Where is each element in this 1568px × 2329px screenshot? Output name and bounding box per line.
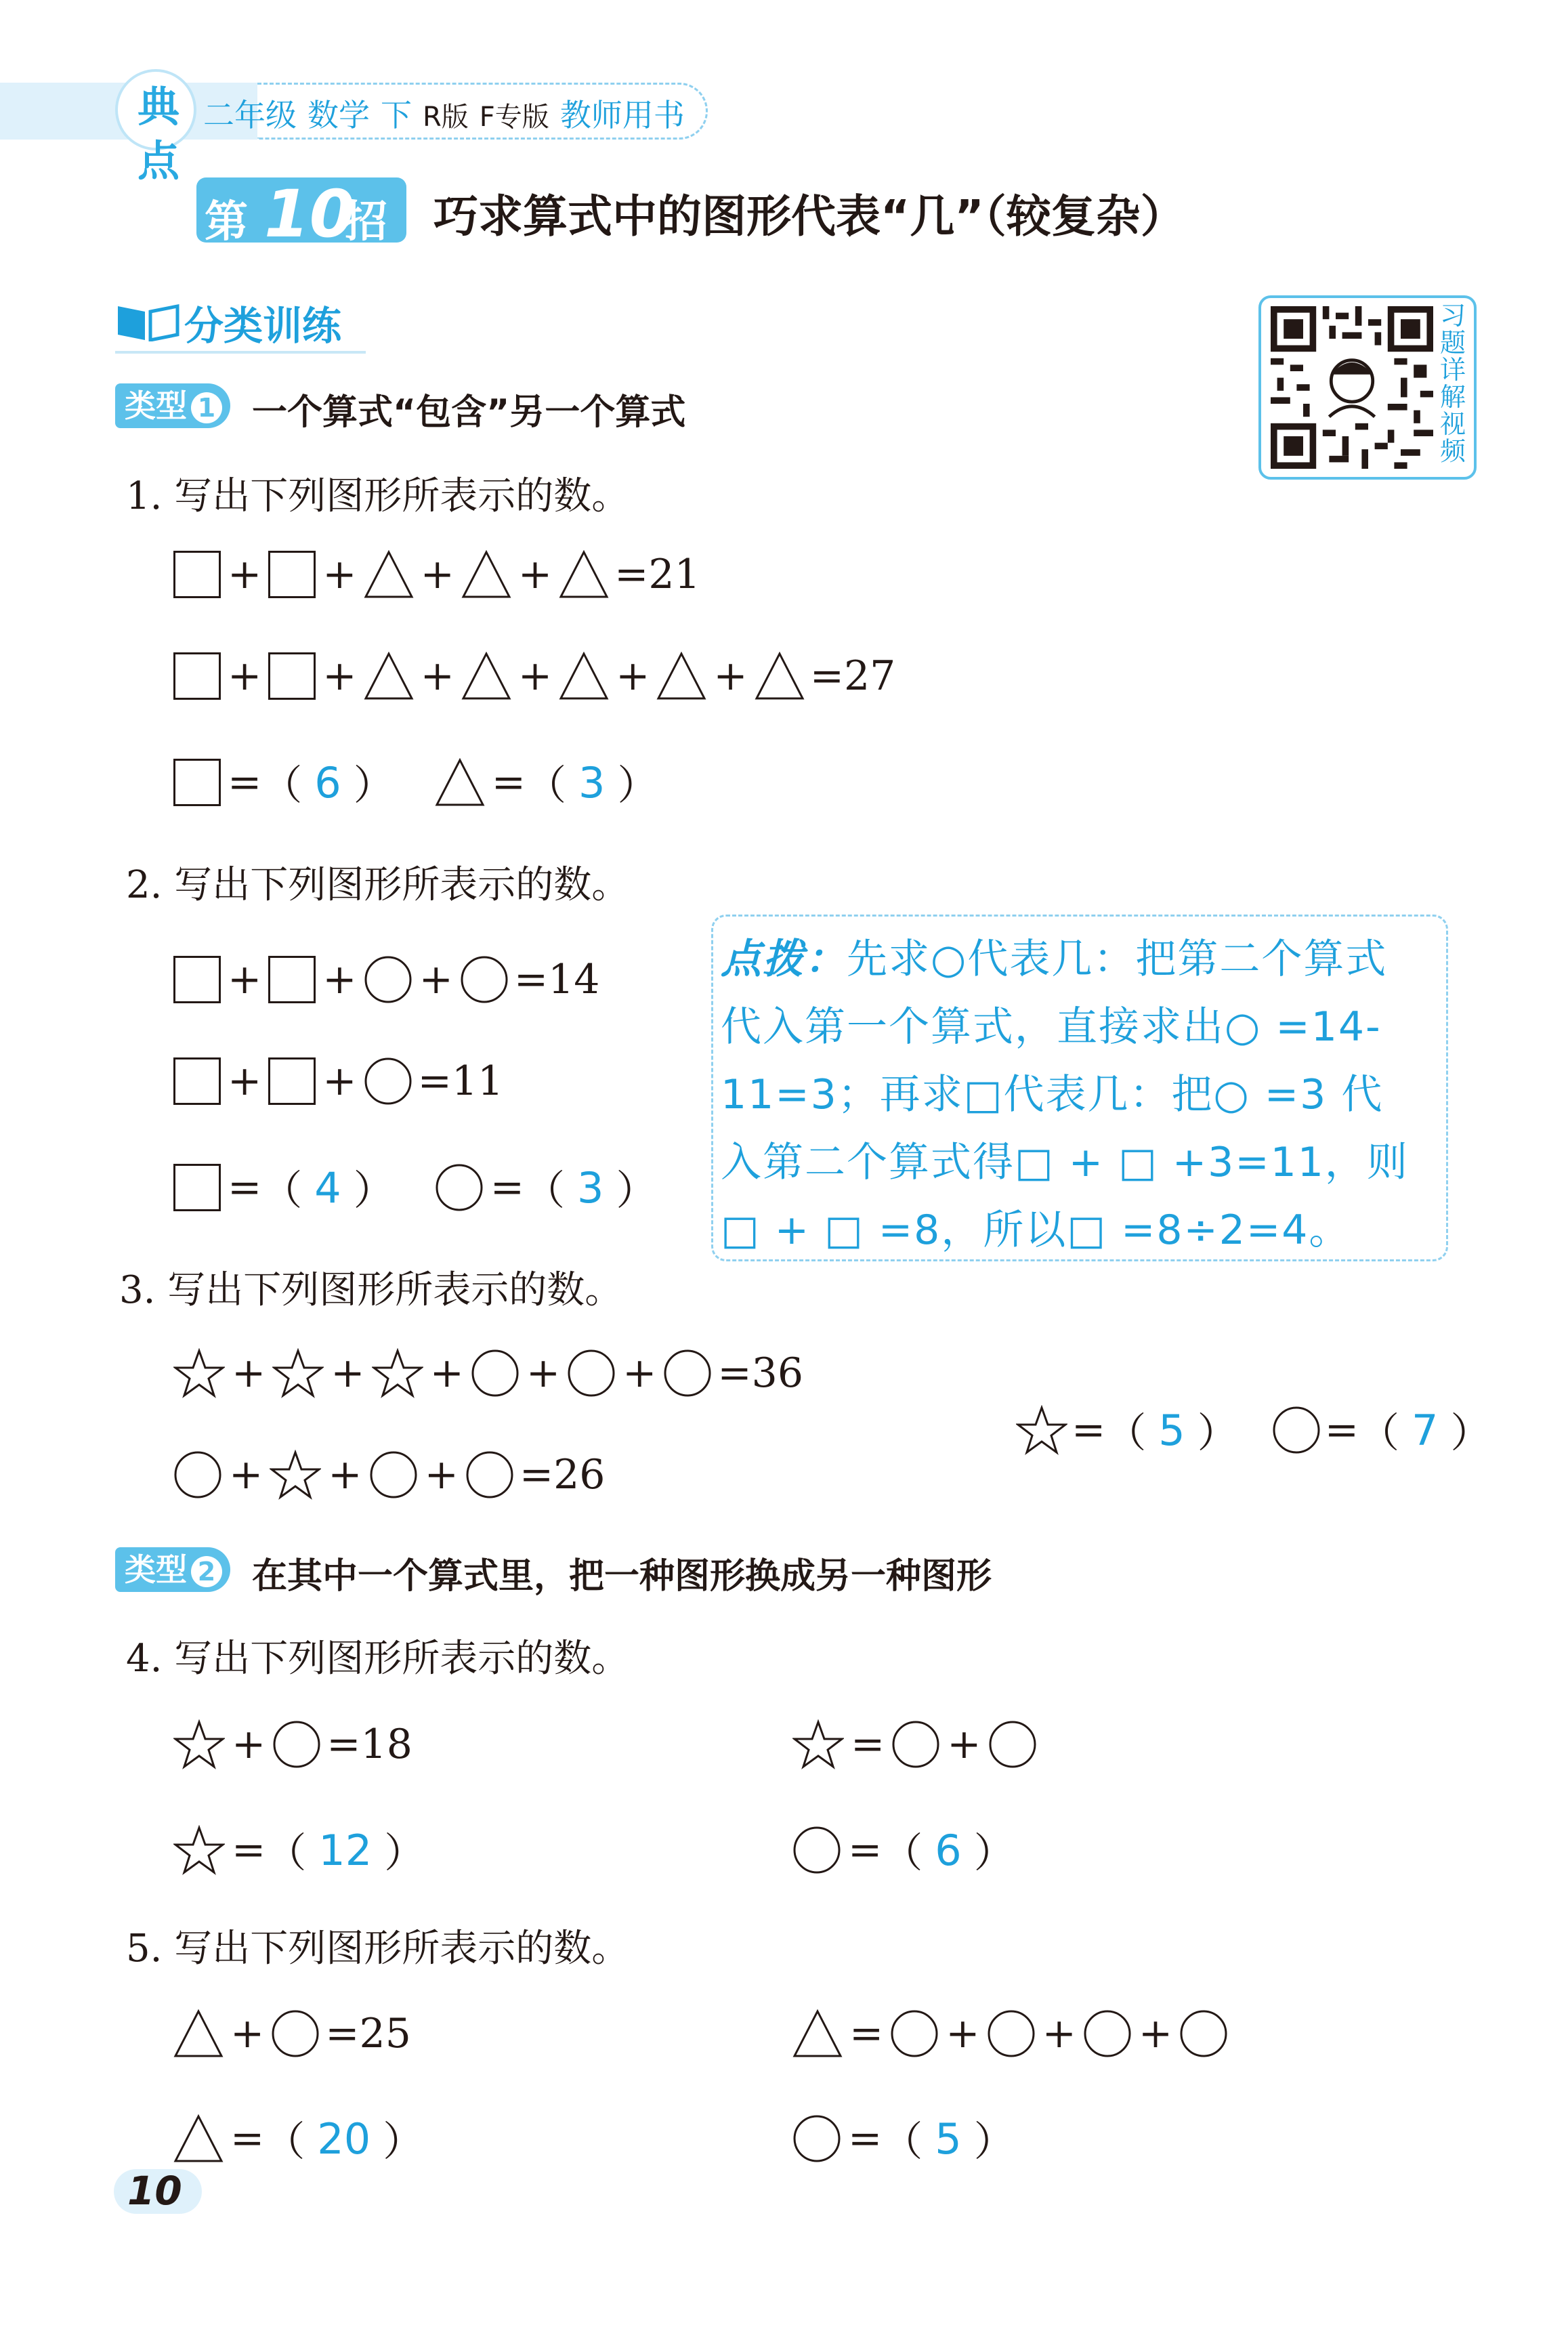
circle-icon <box>435 1163 484 1212</box>
problem-1-equation-1 <box>173 550 700 599</box>
circle-icon <box>271 2009 320 2058</box>
circle-icon <box>369 1450 418 1499</box>
plus-sign: + <box>429 1349 464 1397</box>
equation-result: =26 <box>519 1451 606 1498</box>
plus-sign: + <box>517 551 553 598</box>
open-paren: （ <box>261 1167 303 1215</box>
close-paren: ） <box>384 1830 425 1877</box>
problem-3-answers <box>1016 1401 1491 1459</box>
type-badge-label: 类型 <box>125 387 187 424</box>
header-subject: 数学 <box>308 97 370 133</box>
star-icon <box>173 1348 225 1398</box>
problem-1-equation-2 <box>173 652 895 700</box>
triangle-icon <box>435 758 485 807</box>
chapter-prefix: 第 <box>205 197 248 247</box>
equals-sign: = <box>490 1164 525 1211</box>
circle-icon <box>891 1720 940 1769</box>
equation-result: =21 <box>614 551 700 598</box>
square-icon <box>268 652 316 700</box>
open-paren: （ <box>266 1830 307 1877</box>
close-paren: ） <box>973 1830 1015 1877</box>
plus-sign: + <box>230 2010 265 2057</box>
circle-icon <box>792 2114 841 2163</box>
chapter-title: 巧求算式中的图形代表“几”（较复杂） <box>433 190 1185 243</box>
plus-sign: + <box>517 652 553 700</box>
square-icon <box>173 1057 221 1105</box>
answer-circle[interactable]: 6 <box>935 1825 962 1875</box>
plus-sign: + <box>947 1721 981 1768</box>
square-icon <box>173 1164 221 1211</box>
star-icon <box>372 1348 423 1398</box>
open-paren: （ <box>524 1167 566 1215</box>
triangle-icon <box>173 2009 224 2058</box>
plus-sign: + <box>946 2010 980 2057</box>
plus-sign: + <box>322 652 357 700</box>
equation-result: =25 <box>325 2010 411 2057</box>
equals-sign: = <box>1072 1406 1106 1454</box>
answer-star[interactable]: 12 <box>318 1825 373 1875</box>
equals-sign: = <box>232 1826 266 1874</box>
problem-4-question: 4. 写出下列图形所表示的数。 <box>126 1637 630 1681</box>
problem-1-question: 1. 写出下列图形所表示的数。 <box>126 474 630 518</box>
equals-sign: = <box>491 759 526 806</box>
logo: 典点 <box>137 82 175 186</box>
circle-icon <box>173 1450 222 1499</box>
type-badge-number: 1 <box>191 392 222 423</box>
hint-line-4: 入第二个算式得□ + □ +3=11，则 <box>721 1139 1409 1186</box>
problem-2-equation-1 <box>173 955 599 1004</box>
plus-sign: + <box>331 1349 365 1397</box>
chapter-suffix: 招 <box>344 197 387 247</box>
hint-line-1: 点拨：先求○代表几：把第二个算式 <box>721 936 1388 983</box>
circle-icon <box>364 1057 412 1106</box>
open-paren: （ <box>882 1830 923 1877</box>
answer-square[interactable]: 6 <box>314 757 341 807</box>
book-icon <box>115 302 180 341</box>
open-paren: （ <box>1359 1410 1400 1457</box>
plus-sign: + <box>228 1057 262 1105</box>
type-badge-number: 2 <box>191 1556 222 1587</box>
triangle-icon <box>461 550 511 599</box>
problem-3-question: 3. 写出下列图形所表示的数。 <box>119 1268 623 1312</box>
circle-icon <box>364 955 412 1004</box>
problem-2-equation-2 <box>173 1057 503 1106</box>
plus-sign: + <box>228 956 262 1003</box>
header-term: 下 <box>381 97 412 133</box>
problem-4-equation-2 <box>792 1719 1037 1769</box>
header-info <box>203 91 696 135</box>
problem-5-answer-triangle <box>173 2110 423 2168</box>
type-title-2: 在其中一个算式里，把一种图形换成另一种图形 <box>252 1556 992 1597</box>
plus-sign: + <box>228 551 262 598</box>
problem-3-equation-1 <box>173 1348 803 1398</box>
header-book: 教师用书 <box>559 97 685 133</box>
plus-sign: + <box>322 551 357 598</box>
answer-square[interactable]: 4 <box>314 1162 341 1213</box>
circle-icon <box>1179 2009 1228 2058</box>
hint-line-5: □ + □ =8，所以□ =8÷2=4。 <box>721 1207 1351 1254</box>
plus-sign: + <box>1138 2010 1173 2057</box>
equals-sign: = <box>848 2115 883 2162</box>
header-edition: R版 <box>423 102 469 133</box>
problem-5-answer-circle <box>792 2110 1015 2168</box>
answer-circle[interactable]: 5 <box>935 2114 962 2164</box>
answer-triangle[interactable]: 3 <box>578 757 606 807</box>
circle-icon <box>988 1720 1037 1769</box>
square-icon <box>173 652 221 700</box>
close-paren: ） <box>973 2118 1015 2166</box>
circle-icon <box>471 1349 520 1398</box>
problem-4-equation-1 <box>173 1719 412 1769</box>
page-number: 10 <box>127 2168 182 2214</box>
plus-sign: + <box>526 1349 561 1397</box>
equals-sign: = <box>228 1164 262 1211</box>
circle-icon <box>465 1450 514 1499</box>
equals-sign: = <box>228 759 262 806</box>
equation-result: =27 <box>809 652 896 700</box>
close-paren: ） <box>383 2118 424 2166</box>
equation-result: =36 <box>717 1349 804 1397</box>
close-paren: ） <box>1450 1410 1491 1457</box>
square-icon <box>268 551 316 598</box>
plus-sign: + <box>420 652 454 700</box>
qr-label: 习题详解视频 <box>1439 301 1466 466</box>
plus-sign: + <box>713 652 748 700</box>
close-paren: ） <box>353 762 394 810</box>
circle-icon <box>792 1826 841 1874</box>
plus-sign: + <box>322 956 357 1003</box>
problem-1-answers <box>173 753 658 812</box>
star-icon <box>272 1348 324 1398</box>
equation-result: =11 <box>417 1057 504 1105</box>
plus-sign: + <box>229 1451 263 1498</box>
chapter-number: 10 <box>264 176 355 252</box>
plus-sign: + <box>622 1349 657 1397</box>
plus-sign: + <box>228 652 262 700</box>
problem-5-question: 5. 写出下列图形所表示的数。 <box>126 1927 630 1971</box>
circle-icon <box>663 1349 712 1398</box>
answer-circle[interactable]: 7 <box>1412 1405 1439 1455</box>
equals-sign: = <box>1324 1406 1359 1454</box>
problem-4-answer-circle <box>792 1821 1015 1879</box>
triangle-icon <box>173 2114 224 2163</box>
type-title-1: 一个算式“包含”另一个算式 <box>252 392 686 433</box>
header-grade: 二年级 <box>203 97 297 133</box>
circle-icon <box>1272 1406 1321 1454</box>
circle-icon <box>272 1720 321 1769</box>
square-icon <box>173 551 221 598</box>
star-icon <box>1016 1405 1067 1455</box>
hint-line-3: 11=3；再求□代表几：把○ =3 代 <box>721 1071 1384 1118</box>
answer-star[interactable]: 5 <box>1158 1405 1185 1455</box>
qr-code-icon[interactable] <box>1271 306 1433 469</box>
equals-sign: = <box>848 1826 883 1874</box>
open-paren: （ <box>526 762 567 810</box>
problem-2-answers <box>173 1158 656 1217</box>
open-paren: （ <box>264 2118 305 2166</box>
open-paren: （ <box>1105 1410 1147 1457</box>
section-underline <box>115 351 366 354</box>
triangle-icon <box>559 652 609 700</box>
star-icon <box>270 1450 321 1500</box>
equation-result: =14 <box>513 956 600 1003</box>
circle-icon <box>567 1349 616 1398</box>
open-paren: （ <box>261 762 303 810</box>
circle-icon <box>987 2009 1036 2058</box>
circle-icon <box>890 2009 939 2058</box>
hint-label: 点拨： <box>721 936 847 983</box>
equals-sign: = <box>849 2010 884 2057</box>
triangle-icon <box>364 550 414 599</box>
triangle-icon <box>461 652 511 700</box>
triangle-icon <box>559 550 609 599</box>
problem-5-equation-2 <box>792 2009 1228 2058</box>
close-paren: ） <box>616 1167 657 1215</box>
plus-sign: + <box>232 1349 266 1397</box>
plus-sign: + <box>232 1721 266 1768</box>
triangle-icon <box>656 652 706 700</box>
circle-icon <box>460 955 509 1004</box>
triangle-icon <box>755 652 805 700</box>
square-icon <box>268 956 316 1003</box>
plus-sign: + <box>328 1451 362 1498</box>
type-badge-label: 类型 <box>125 1551 187 1588</box>
plus-sign: + <box>322 1057 357 1105</box>
triangle-icon <box>364 652 414 700</box>
square-icon <box>173 759 221 806</box>
answer-circle[interactable]: 3 <box>577 1162 604 1213</box>
equation-result: =18 <box>326 1721 412 1768</box>
answer-triangle[interactable]: 20 <box>317 2114 371 2164</box>
circle-icon <box>1083 2009 1132 2058</box>
plus-sign: + <box>424 1451 459 1498</box>
header-special: F专版 <box>479 102 549 133</box>
chapter-badge <box>196 176 406 252</box>
hint-line-2: 代入第一个算式，直接求出○ =14- <box>721 1003 1382 1051</box>
problem-2-question: 2. 写出下列图形所表示的数。 <box>126 863 630 907</box>
square-icon <box>268 1057 316 1105</box>
square-icon <box>173 956 221 1003</box>
plus-sign: + <box>419 956 453 1003</box>
type-badge-2 <box>115 1547 230 1592</box>
equals-sign: = <box>851 1721 885 1768</box>
star-icon <box>173 1719 225 1769</box>
star-icon <box>173 1825 225 1875</box>
problem-3-equation-2 <box>173 1450 605 1500</box>
equals-sign: = <box>230 2115 265 2162</box>
section-title: 分类训练 <box>184 303 342 349</box>
close-paren: ） <box>353 1167 394 1215</box>
triangle-icon <box>792 2009 843 2058</box>
star-icon <box>792 1719 844 1769</box>
type-badge-1 <box>115 383 230 428</box>
hint-text <box>721 925 1441 1264</box>
plus-sign: + <box>1042 2010 1076 2057</box>
plus-sign: + <box>616 652 650 700</box>
plus-sign: + <box>420 551 454 598</box>
problem-5-equation-1 <box>173 2009 411 2058</box>
problem-4-answer-star <box>173 1821 425 1879</box>
close-paren: ） <box>617 762 658 810</box>
close-paren: ） <box>1197 1410 1238 1457</box>
open-paren: （ <box>882 2118 923 2166</box>
